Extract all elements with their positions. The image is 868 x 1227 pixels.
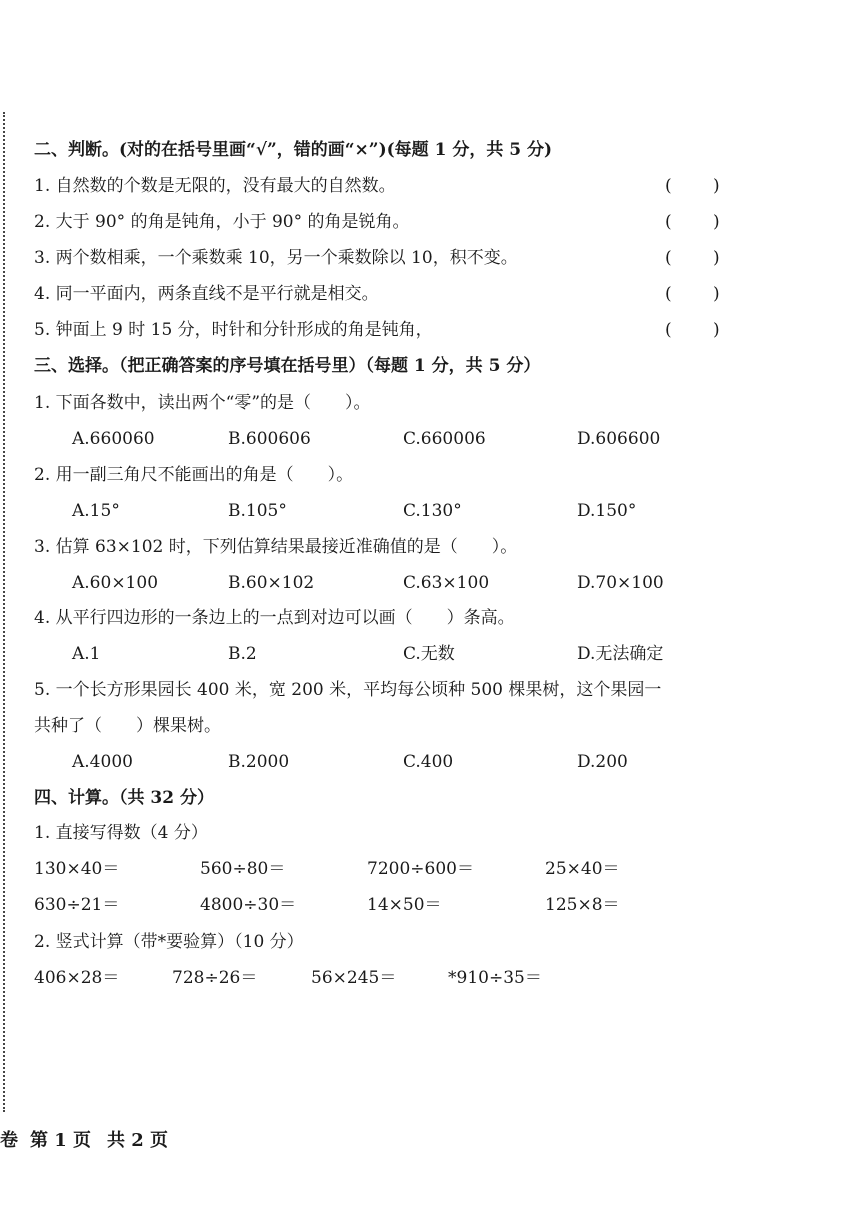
calc-part-1-title: 1. 直接写得数（4 分） <box>34 823 208 843</box>
exam-page: 二、判断。(对的在括号里画“√”，错的画“×”)(每题 1 分，共 5 分) 1. 自然数的个数是无限的，没有最大的自然数。 ( ) 2. 大于 90° 的角是钝角，小于 90° 的角是锐角。 ( ) 3. 两个数相乘，一个乘数乘 10，另一个乘数除以 10，积不变。 ( ) 4. 同一平面内，两条直线不是平行就是相交。 ( ) 5. 钟面上 9 时 15 分，时针和分针形成的角是钝角， ( ) 三、选择。（把正确答案的序号填在括号里）（每题 1 分，共 5 分） 1. 下面各数中，读出两个“零”的是（ ）。 A.660060 B.600606 C.660006 D.606600 2. 用一副三角尺不能画出的角是（ ）。 A.15° B.105° C.130° D.150° 3. 估算 63×102 时，下列估算结果最接近准确值的是（ ）。 A.60×100 B.60×102 C.63×100 D.70×100 4. 从平行四边形的一条边上的一点到对边可以画（ ）条高。 A.1 B.2 C.无数 D.无法确定 5. 一个长方形果园长 400 米，宽 200 米，平均每公顷种 500 棵果树，这个果园一 共种了（ ）棵果树。 A.4000 B.2000 C.400 D.200 四、计算。（共 32 分） 1. 直接写得数（4 分） 130×40＝ 560÷80＝ 7200÷600＝ 25×40＝ 630÷21＝ 4800÷30＝ 14×50＝ 125×8＝ 2. 竖式计算（带*要验算）（10 分） 406×28＝ 728÷26＝ 56×245＝ *910÷35＝ 卷 第 1 页 共 2 页 <box>0 0 868 1227</box>
vertical-calc-item: 56×245＝ <box>311 968 397 988</box>
choice-4-option-a[interactable]: A.1 <box>72 644 101 664</box>
calc-item: 630÷21＝ <box>34 895 120 915</box>
choice-2-option-a[interactable]: A.15° <box>72 501 120 521</box>
choice-2-option-b[interactable]: B.105° <box>228 501 287 521</box>
calc-part-2-title: 2. 竖式计算（带*要验算）（10 分） <box>34 932 304 952</box>
section-3-heading: 三、选择。（把正确答案的序号填在括号里）（每题 1 分，共 5 分） <box>34 356 541 376</box>
choice-5-option-d[interactable]: D.200 <box>577 752 628 772</box>
judge-item-2: 2. 大于 90° 的角是钝角，小于 90° 的角是锐角。 <box>34 212 410 232</box>
choice-3-option-c[interactable]: C.63×100 <box>403 573 490 593</box>
choice-question-4: 4. 从平行四边形的一条边上的一点到对边可以画（ ）条高。 <box>34 608 515 628</box>
judge-item-3: 3. 两个数相乘，一个乘数乘 10，另一个乘数除以 10，积不变。 <box>34 248 518 268</box>
vertical-calc-item: 406×28＝ <box>34 968 120 988</box>
choice-1-option-a[interactable]: A.660060 <box>72 429 155 449</box>
calc-item: 14×50＝ <box>367 895 442 915</box>
calc-item: 130×40＝ <box>34 859 120 879</box>
choice-4-option-c[interactable]: C.无数 <box>403 644 455 664</box>
choice-2-option-c[interactable]: C.130° <box>403 501 462 521</box>
calc-item: 4800÷30＝ <box>200 895 297 915</box>
choice-1-option-d[interactable]: D.606600 <box>577 429 661 449</box>
vertical-calc-item: *910÷35＝ <box>448 968 542 988</box>
choice-question-1: 1. 下面各数中，读出两个“零”的是（ ）。 <box>34 393 371 413</box>
judge-item-4: 4. 同一平面内，两条直线不是平行就是相交。 <box>34 284 379 304</box>
choice-5-option-c[interactable]: C.400 <box>403 752 454 772</box>
calc-item: 7200÷600＝ <box>367 859 474 879</box>
choice-4-option-b[interactable]: B.2 <box>228 644 257 664</box>
choice-5-option-a[interactable]: A.4000 <box>72 752 133 772</box>
section-2-heading: 二、判断。(对的在括号里画“√”，错的画“×”)(每题 1 分，共 5 分) <box>34 140 553 160</box>
footer-total-pages: 共 2 页 <box>107 1130 169 1151</box>
choice-question-3: 3. 估算 63×102 时，下列估算结果最接近准确值的是（ ）。 <box>34 537 518 557</box>
calc-item: 25×40＝ <box>545 859 620 879</box>
choice-3-option-a[interactable]: A.60×100 <box>72 573 159 593</box>
footer-page-number: 第 1 页 <box>30 1130 92 1151</box>
choice-2-option-d[interactable]: D.150° <box>577 501 637 521</box>
choice-3-option-b[interactable]: B.60×102 <box>228 573 315 593</box>
choice-3-option-d[interactable]: D.70×100 <box>577 573 664 593</box>
choice-4-option-d[interactable]: D.无法确定 <box>577 644 664 664</box>
calc-item: 560÷80＝ <box>200 859 286 879</box>
choice-1-option-b[interactable]: B.600606 <box>228 429 311 449</box>
vertical-calc-item: 728÷26＝ <box>172 968 258 988</box>
choice-question-2: 2. 用一副三角尺不能画出的角是（ ）。 <box>34 465 354 485</box>
judge-item-5: 5. 钟面上 9 时 15 分，时针和分针形成的角是钝角， <box>34 320 433 340</box>
judge-item-1: 1. 自然数的个数是无限的，没有最大的自然数。 <box>34 176 396 196</box>
choice-question-5-continued: 共种了（ ）棵果树。 <box>34 716 221 736</box>
binding-dotted-line <box>3 112 5 1112</box>
choice-5-option-b[interactable]: B.2000 <box>228 752 290 772</box>
choice-1-option-c[interactable]: C.660006 <box>403 429 486 449</box>
section-4-heading: 四、计算。（共 32 分） <box>34 788 214 808</box>
footer-volume-mark: 卷 <box>0 1130 18 1151</box>
calc-item: 125×8＝ <box>545 895 620 915</box>
choice-question-5: 5. 一个长方形果园长 400 米，宽 200 米，平均每公顷种 500 棵果树，这个果园一 <box>34 680 662 700</box>
